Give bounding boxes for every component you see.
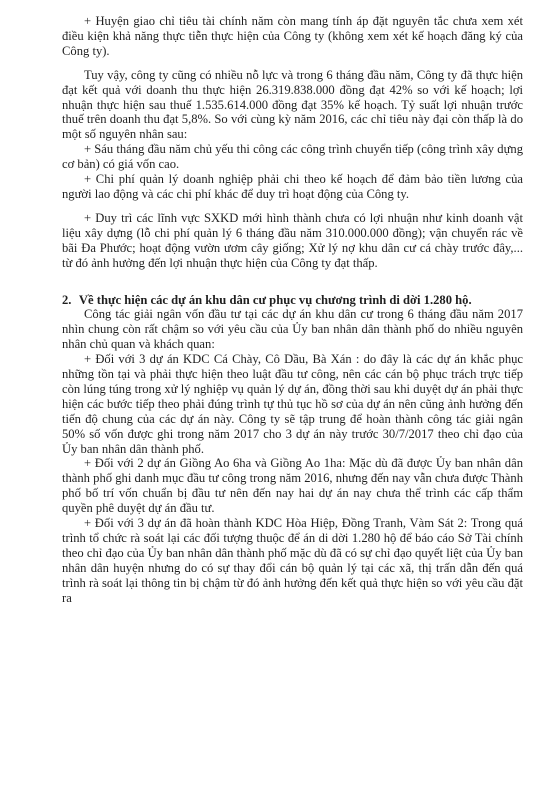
paragraph-financial-targets: + Huyện giao chỉ tiêu tài chính năm còn mang tính áp đặt nguyên tắc chưa xem xét điều kiện khả năng thực tiễn thực hiện của Công ty (không xem xét kế hoạch đăng ký của Công ty). xyxy=(62,14,523,58)
paragraph-reason-capital-cost: + Sáu tháng đầu năm chủ yếu thi công các công trình chuyển tiếp (công trình xây dựng cơ bản) có giá vốn cao. xyxy=(62,142,523,172)
section-number: 2. xyxy=(62,292,72,307)
paragraph-completed-projects: + Đối với 3 dự án đã hoàn thành KDC Hòa Hiệp, Đồng Tranh, Vàm Sát 2: Trong quá trình tổ chức rà soát lại các đối tượng thuộc để án di dời 1.280 hộ để báo cáo Sở Tài chính theo chỉ đạo của Ủy ban nhân dân thành phố mặc dù đã có sự chỉ đạo quyết liệt của Ủy ban nhân dân huyện nhưng do có sự thay đổi cán bộ quản lý tại các xã, thị trấn dẫn đến quá trình rà soát lại thông tin bị chậm từ đó ảnh hưởng đến kết quả thực hiện so với yêu cầu đặt ra xyxy=(62,516,523,605)
paragraph-giong-ao-projects: + Đối với 2 dự án Giồng Ao 6ha và Giồng Ao 1ha: Mặc dù đã được Ủy ban nhân dân thành phố ghi danh mục đầu tư công trong năm 2016, nhưng đến nay vẫn chưa được Thành phố bố trí vốn chuẩn bị đầu tư nên đến nay hai dự án nay chưa thể trình các cấp thẩm quyền phê duyệt dự án đầu tư. xyxy=(62,456,523,516)
paragraph-reason-management-cost: + Chi phí quản lý doanh nghiệp phải chi theo kế hoạch để đảm bảo tiền lương của người lao động và các chi phí khác để duy trì hoạt động của Công ty. xyxy=(62,172,523,201)
paragraph-three-projects: + Đối với 3 dự án KDC Cá Chày, Cô Dầu, Bà Xán : do đây là các dự án khắc phục những tồn tại và phải thực hiện theo luật đầu tư công, nên các cán bộ phục trách trực tiếp còn lúng túng trong xử lý nghiệp vụ quản lý dự án, đồng thời sau khi duyệt dự án phải thực hiện các bước tiếp theo phải đúng trình tự thủ tục hồ sơ của dự án nên cũng ảnh hưởng đến tiến độ chung của các dự án này. Công ty sẽ tập trung để hoàn thành công tác giải ngân 50% số vốn được ghi trong năm 2017 cho 3 dự án này trước 30/7/2017 theo chỉ đạo của Ủy ban nhân dân thành phố. xyxy=(62,352,523,456)
section-title: Về thực hiện các dự án khu dân cư phục vụ chương trình di dời 1.280 hộ. xyxy=(78,292,472,307)
paragraph-six-month-results: Tuy vậy, công ty cũng có nhiều nỗ lực và trong 6 tháng đầu năm, Công ty đã thực hiện đạt kết quả với doanh thu thực hiện 26.319.838.000 đồng đạt 42% so với kế hoạch; lợi nhuận thực hiện sau thuế 1.535.614.000 đồng đạt 35% kế hoạch. Tỷ suất lợi nhuận trước thuế trên doanh thu đạt 5,8%. So với cùng kỳ năm 2016, các chỉ tiêu này đại còn thấp là do một số nguyên nhân sau: xyxy=(62,67,523,142)
paragraph-reason-new-business: + Duy trì các lĩnh vực SXKD mới hình thành chưa có lợi nhuận như kinh doanh vật liệu xây dựng (lỗ chi phí quản lý 6 tháng đầu năm 310.000.000 đồng); vận chuyển rác về bãi Đa Phước; hoạt động vườn ươm cây giống; Xử lý nợ khu dân cư cá chày trước đây,... từ đó ảnh hưởng đến lợi nhuận thực hiện của Công ty đạt thấp. xyxy=(62,210,523,270)
section-heading xyxy=(62,293,523,308)
paragraph-disbursement: Công tác giải ngân vốn đầu tư tại các dự án khu dân cư trong 6 tháng đầu năm 2017 nhìn chung còn rất chậm so với yêu cầu của Ủy ban nhân dân thành phố do nhiều nguyên nhân chủ quan và khách quan: xyxy=(62,307,523,352)
